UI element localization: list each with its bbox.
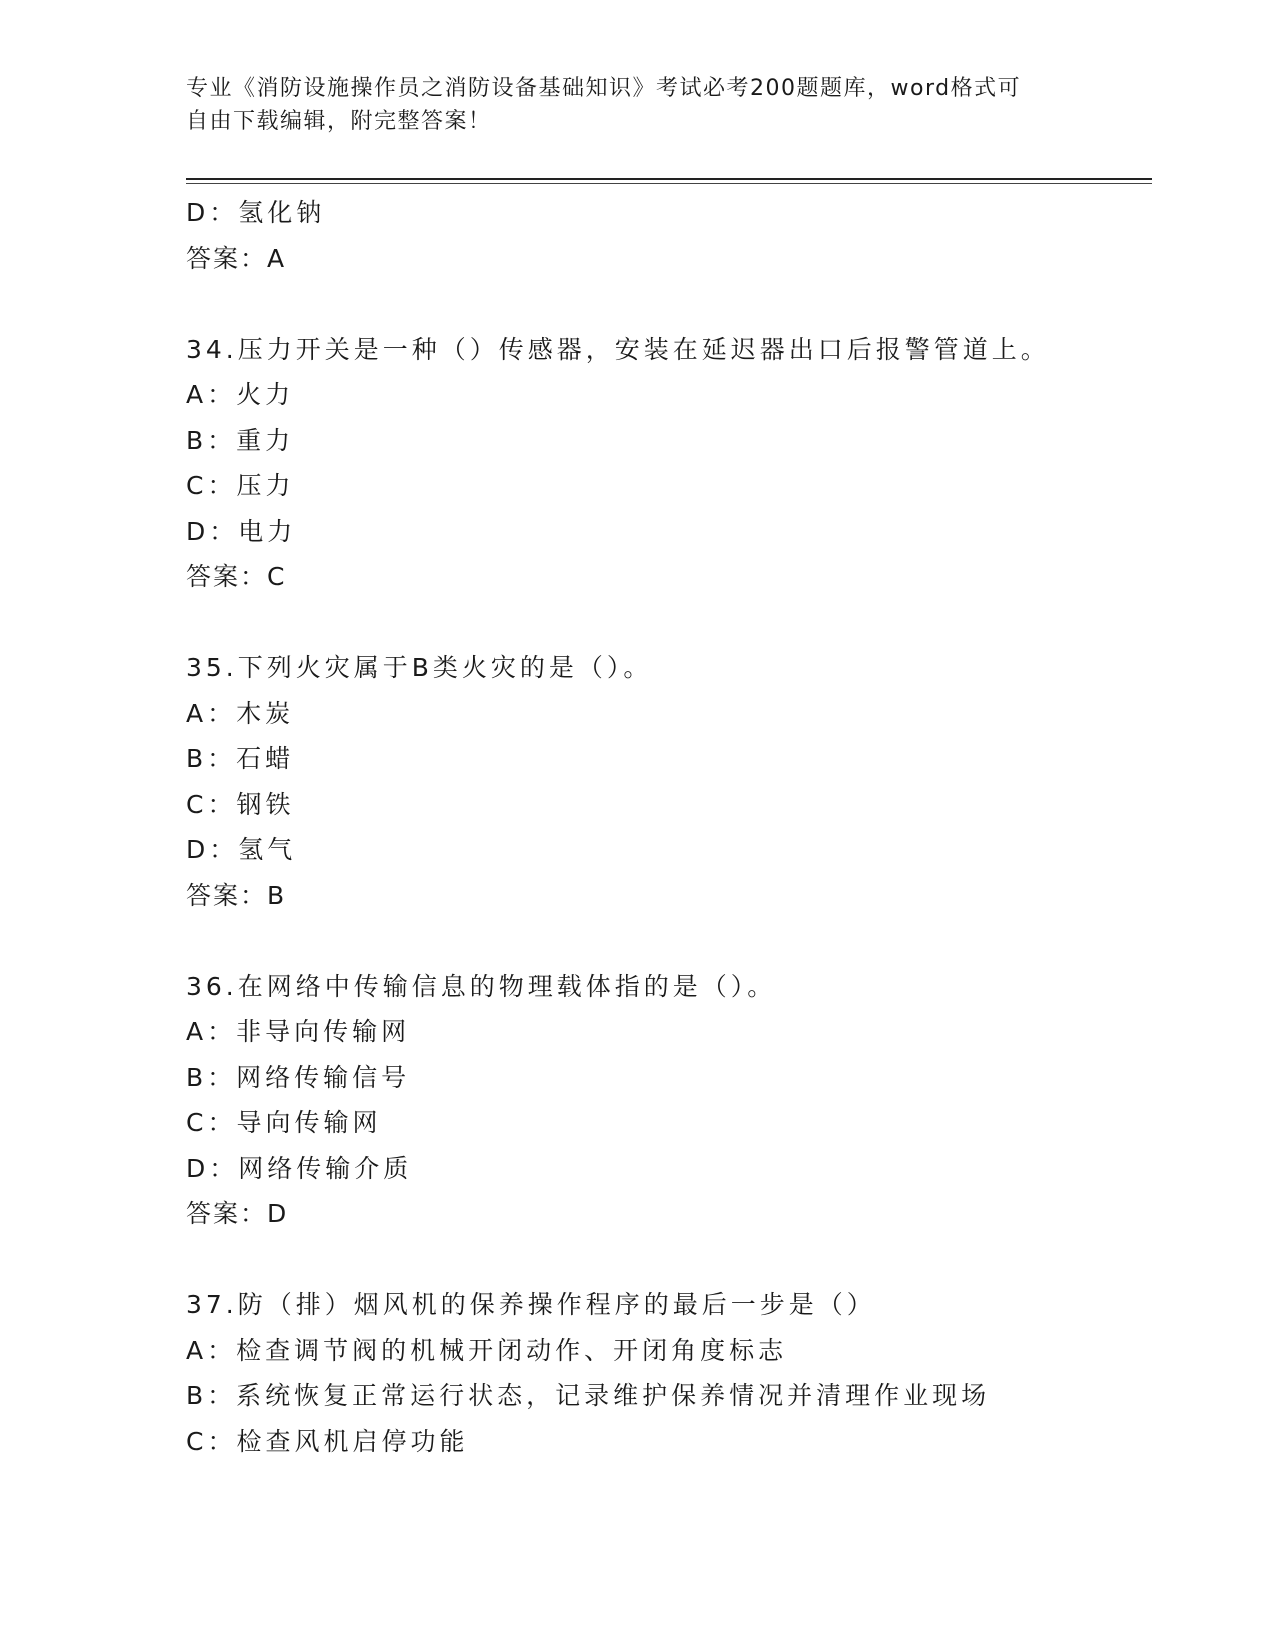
option-b: B：网络传输信号 bbox=[186, 1062, 411, 1092]
option-d: D：氢化钠 bbox=[186, 198, 326, 227]
option-d: D：电力 bbox=[186, 516, 297, 546]
option-c: C：导向传输网 bbox=[186, 1108, 382, 1137]
question-37 bbox=[186, 1282, 1146, 1464]
header-divider-thin bbox=[186, 183, 1152, 184]
option-c: C：钢铁 bbox=[186, 789, 295, 819]
option-c: C：压力 bbox=[186, 471, 295, 500]
option-b: B：系统恢复正常运行状态，记录维护保养情况并清理作业现场 bbox=[186, 1381, 991, 1410]
option-c: C：检查风机启停功能 bbox=[186, 1426, 469, 1456]
question-34 bbox=[186, 327, 1146, 600]
option-b: B：重力 bbox=[186, 425, 295, 455]
option-a: A：火力 bbox=[186, 380, 295, 409]
option-d: D：氢气 bbox=[186, 835, 297, 864]
option-a: A：检查调节阀的机械开闭动作、开闭角度标志 bbox=[186, 1335, 788, 1365]
spacer bbox=[186, 600, 1146, 646]
option-a: A：木炭 bbox=[186, 698, 295, 728]
question-stem: 36.在网络中传输信息的物理载体指的是（）。 bbox=[186, 971, 777, 1001]
answer-line: 答案：B bbox=[186, 880, 287, 910]
spacer bbox=[186, 1237, 1146, 1283]
header-line-1: 专业《消防设施操作员之消防设备基础知识》考试必考200题题库，word格式可 bbox=[186, 76, 1022, 101]
option-a: A：非导向传输网 bbox=[186, 1017, 411, 1046]
spacer bbox=[186, 918, 1146, 964]
question-stem: 34.压力开关是一种（）传感器，安装在延迟器出口后报警管道上。 bbox=[186, 334, 1050, 364]
answer-line: 答案：D bbox=[186, 1199, 289, 1228]
answer-line: 答案：A bbox=[186, 243, 287, 273]
header-line-2: 自由下载编辑，附完整答案！ bbox=[186, 109, 492, 134]
question-list bbox=[186, 190, 1146, 1464]
option-d: D：网络传输介质 bbox=[186, 1153, 413, 1183]
answer-line: 答案：C bbox=[186, 562, 287, 591]
question-stem: 35.下列火灾属于B类火灾的是（）。 bbox=[186, 653, 653, 682]
page-header bbox=[186, 72, 1086, 138]
question-stem: 37.防（排）烟风机的保养操作程序的最后一步是（） bbox=[186, 1290, 876, 1319]
question-36 bbox=[186, 964, 1146, 1237]
header-divider bbox=[186, 178, 1152, 180]
question-35 bbox=[186, 645, 1146, 918]
option-b: B：石蜡 bbox=[186, 744, 295, 773]
spacer bbox=[186, 281, 1146, 327]
